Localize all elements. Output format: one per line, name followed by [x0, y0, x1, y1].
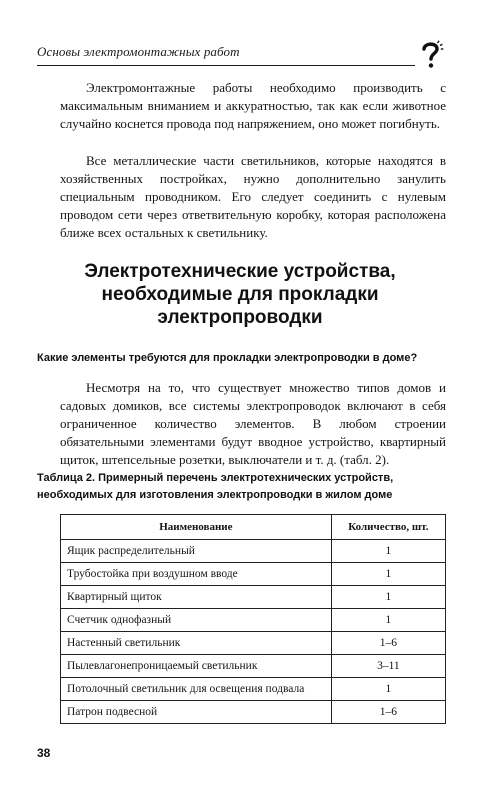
- cell-qty: 1–6: [331, 632, 445, 655]
- table-row: [61, 540, 446, 563]
- cell-name: Ящик распределительный: [61, 540, 332, 563]
- devices-table: [60, 514, 446, 724]
- cell-name: Потолочный светильник для освещения подвала: [61, 678, 332, 701]
- cell-qty: 1: [331, 540, 445, 563]
- table-row: [61, 609, 446, 632]
- page-header: [37, 38, 447, 70]
- cell-qty: 1: [331, 609, 445, 632]
- table-row: [61, 586, 446, 609]
- cell-name: Трубостойка при воздушном вводе: [61, 563, 332, 586]
- table-caption-line-2: необходимых для изготовления электропроводки в жилом доме: [37, 489, 393, 501]
- table-row: [61, 632, 446, 655]
- table-caption-line-1: Таблица 2. Примерный перечень электротехнических устройств,: [37, 472, 394, 484]
- cell-name: Настенный светильник: [61, 632, 332, 655]
- table-header-row: [61, 515, 446, 540]
- cell-qty: 1: [331, 563, 445, 586]
- answer-paragraph: Несмотря на то, что существует множество типов домов и садовых домиков, все системы электропроводок включают в себя ограниченное количество элементов. В любом строении обязательными элементами будут вводное устройство, квартирный щиток, штепсельные розетки, выключатели и т. д. (табл. 2).: [60, 380, 446, 467]
- paragraph-grounding: Все металлические части светильников, которые находятся в хозяйственных постройках, нужно дополнительно занулить специальным проводником. Его следует соединить с нулевым проводом сети через ответвительную коробку, которая расположена ближе всех остальных к светильнику.: [60, 153, 446, 240]
- cell-name: Патрон подвесной: [61, 701, 332, 724]
- header-rule: [37, 65, 415, 66]
- cell-qty: 1: [331, 678, 445, 701]
- table-row: [61, 678, 446, 701]
- cell-name: Квартирный щиток: [61, 586, 332, 609]
- column-header-qty: Количество, шт.: [331, 515, 445, 540]
- cell-name: Счетчик однофазный: [61, 609, 332, 632]
- table-row: [61, 655, 446, 678]
- question-heading: Какие элементы требуются для прокладки электропроводки в доме?: [37, 352, 418, 364]
- section-heading: Электротехнические устройства, необходимые для прокладки электропроводки: [84, 261, 396, 328]
- column-header-name: Наименование: [61, 515, 332, 540]
- table-caption: [37, 470, 457, 504]
- page-number: 38: [37, 746, 51, 760]
- cell-qty: 3–11: [331, 655, 445, 678]
- running-title: Основы электромонтажных работ: [37, 44, 240, 59]
- table-row: [61, 563, 446, 586]
- question-mark-icon: [415, 38, 447, 70]
- cell-qty: 1–6: [331, 701, 445, 724]
- cell-qty: 1: [331, 586, 445, 609]
- cell-name: Пылевлагонепроницаемый светильник: [61, 655, 332, 678]
- table-row: [61, 701, 446, 724]
- paragraph-warning: Электромонтажные работы необходимо производить с максимальным вниманием и аккуратностью, так как если животное случайно коснется провода под напряжением, оно может погибнуть.: [60, 80, 446, 131]
